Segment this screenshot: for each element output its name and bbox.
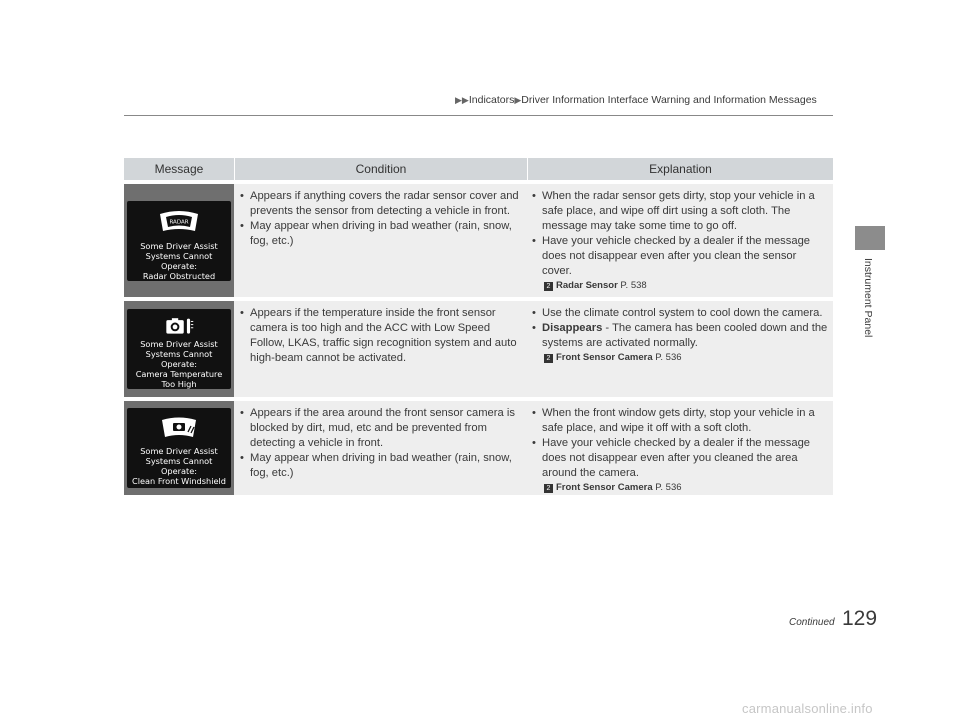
message-image-cell [124,301,234,397]
reference-title[interactable]: Radar Sensor [556,280,618,291]
table-row [124,401,833,495]
reference-title[interactable]: Front Sensor Camera [556,352,653,363]
explanation-item: • When the radar sensor gets dirty, stop your vehicle in a safe place, and wipe off dirt using a soft cloth. The message may take some time to go off. [532,189,829,234]
condition-item: • Appears if anything covers the radar sensor cover and prevents the sensor from detecting a vehicle in front. [240,189,522,219]
section-tab-marker [855,226,885,250]
explanation-item: • Have your vehicle checked by a dealer if the message does not disappear even after you clean the sensor cover. [532,234,829,279]
breadcrumb-arrow-icon: ▶ [455,95,462,105]
screen-line: Radar Obstructed [142,270,216,281]
screen-line: Some Driver Assist [140,339,218,349]
explanation-item: • Use the climate control system to cool down the camera. [532,306,829,321]
table-row [124,301,833,397]
reference-arrow-icon: 2 [544,484,553,493]
header-divider [124,115,833,116]
messages-table [124,158,833,495]
message-screen [127,309,231,389]
condition-item: • May appear when driving in bad weather (rain, snow, fog, etc.) [240,451,522,481]
breadcrumb-item-warning-messages[interactable]: Driver Information Interface Warning and Information Messages [521,94,817,106]
radar-obstructed-icon [157,209,201,235]
reference-page: P. 536 [655,482,682,493]
screen-line: Some Driver Assist [140,446,218,456]
explanation-cell [526,401,833,495]
explanation-item [532,321,829,351]
section-side-label: Instrument Panel [862,258,874,338]
condition-item: • Appears if the temperature inside the front sensor camera is too high and the ACC with Low Speed Follow, LKAS, traffic sign recognition system and auto high-beam cannot be activated. [240,306,522,366]
page-reference[interactable] [532,481,829,495]
explanation-keyword: Disappears [542,322,603,334]
explanation-cell [526,184,833,297]
explanation-cell [526,301,833,397]
breadcrumb-item-indicators[interactable]: Indicators [468,94,515,106]
screen-line: Systems Cannot Operate: [145,456,213,476]
reference-arrow-icon: 2 [544,354,553,363]
windshield-camera-icon [159,416,199,440]
screen-line: Systems Cannot Operate: [145,349,213,369]
reference-page: P. 538 [620,280,647,291]
table-row [124,184,833,297]
header-message: Message [154,162,204,176]
breadcrumb-arrow-icon: ▶ [514,95,522,105]
header-explanation: Explanation [527,158,833,180]
header-condition: Condition [234,158,527,180]
page-reference[interactable] [532,279,829,293]
explanation-item: • Have your vehicle checked by a dealer if the message does not disappear even after you cleaned the area around the camera. [532,436,829,481]
condition-item: • May appear when driving in bad weather (rain, snow, fog, etc.) [240,219,522,249]
explanation-item: • When the front window gets dirty, stop your vehicle in a safe place, and wipe it off with a soft cloth. [532,406,829,436]
condition-cell [234,301,526,397]
table-header [124,158,833,180]
page-number: 129 [842,607,878,630]
condition-item: • Appears if the area around the front sensor camera is blocked by dirt, mud, etc and be prevented from detecting a vehicle in front. [240,406,522,451]
screen-line: Camera Temperature [135,369,223,379]
screen-line: Some Driver Assist [140,240,218,251]
continued-note: Continued [789,617,835,628]
message-image-cell [124,401,234,495]
condition-cell [234,401,526,495]
screen-line: Clean Front Windshield [132,476,226,486]
message-screen [127,408,231,488]
condition-cell [234,184,526,297]
message-screen [127,201,231,281]
screen-line: Systems Cannot Operate: [145,250,213,271]
explanation-text: - The camera has been cooled down and the systems are activated normally. [542,322,828,349]
page-reference[interactable] [532,351,829,365]
breadcrumb-arrow-icon: ▶ [461,95,469,105]
reference-page: P. 536 [655,352,682,363]
watermark: carmanualsonline.info [742,701,873,716]
breadcrumb [455,94,817,106]
screen-line: Too High [161,379,197,389]
reference-arrow-icon: 2 [544,282,553,291]
message-image-cell [124,184,234,297]
radar-icon-label: RADAR [169,219,189,225]
camera-temperature-icon [159,317,199,336]
reference-title[interactable]: Front Sensor Camera [556,482,653,493]
